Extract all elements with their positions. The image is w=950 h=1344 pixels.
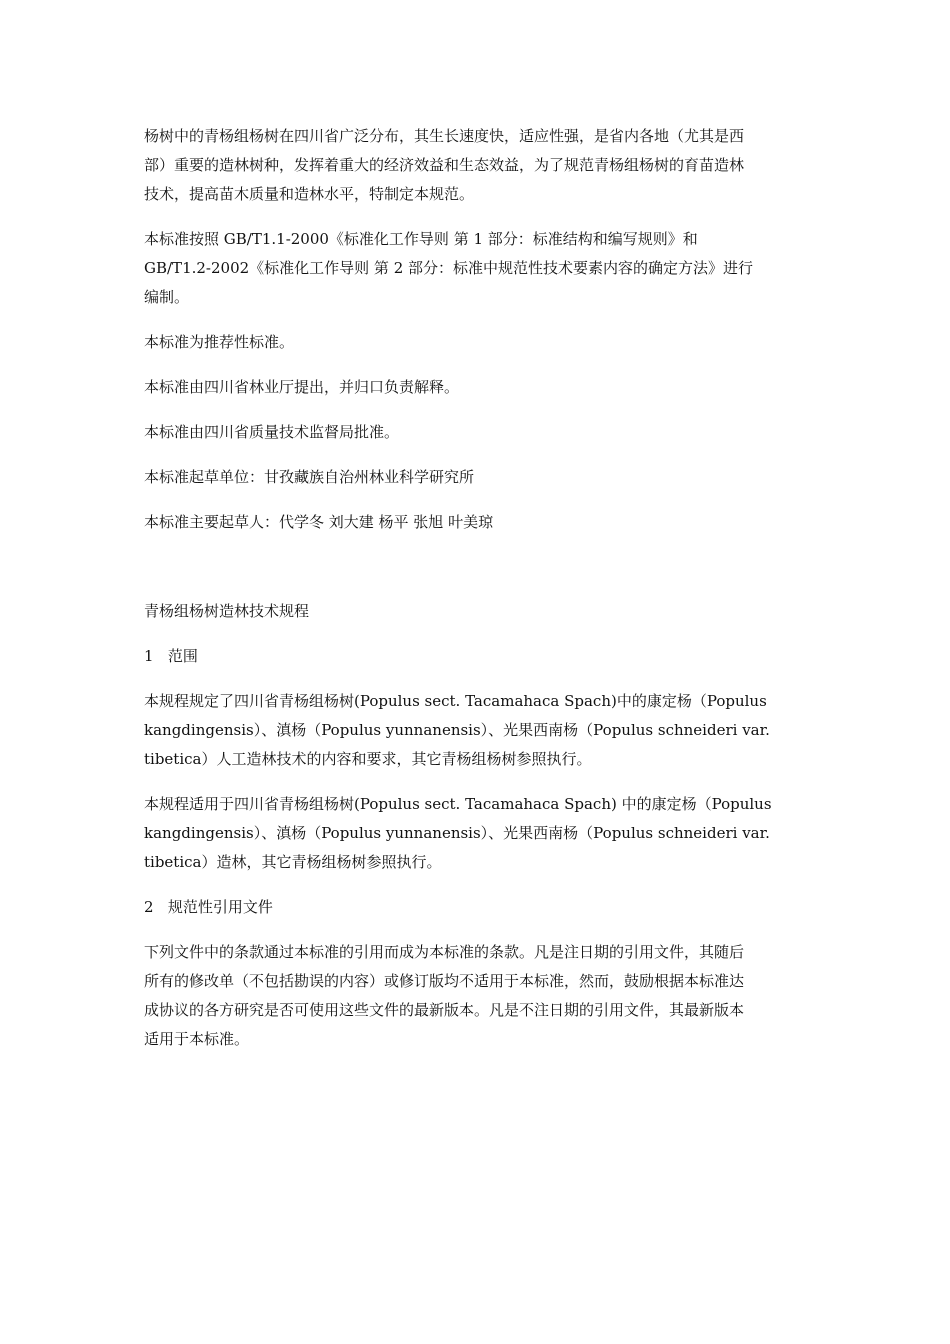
text-line: 部）重要的造林树种，发挥着重大的经济效益和生态效益，为了规范青杨组杨树的育苗造林: [144, 156, 745, 174]
normative-references-paragraph: [144, 938, 808, 1054]
text-line: 本标准按照 GB/T1.1-2000《标准化工作导则 第 1 部分：标准结构和编写规则》和: [144, 230, 698, 248]
text-line: 本规程适用于四川省青杨组杨树(Populus sect. Tacamahaca Spach) 中的康定杨（Populus: [144, 795, 772, 813]
text-line: kangdingensis）、滇杨（Populus yunnanensis）、光果西南杨（Populus schneideri var.: [144, 721, 770, 739]
foreword-recommended-standard: 本标准为推荐性标准。: [144, 333, 295, 351]
foreword-paragraph-drafting-rules: [144, 225, 808, 312]
text-line: 成协议的各方研究是否可使用这些文件的最新版本。凡是不注日期的引用文件，其最新版本: [144, 1001, 745, 1019]
scope-paragraph-content: [144, 687, 808, 774]
document-body: [144, 122, 808, 1070]
section-heading-scope: 1 范围: [144, 647, 198, 665]
text-line: 所有的修改单（不包括勘误的内容）或修订版均不适用于本标准，然而，鼓励根据本标准达: [144, 972, 745, 990]
spacer: [144, 553, 808, 597]
text-line: 编制。: [144, 288, 190, 306]
text-line: tibetica）造林，其它青杨组杨树参照执行。: [144, 853, 442, 871]
text-line: kangdingensis）、滇杨（Populus yunnanensis）、光果西南杨（Populus schneideri var.: [144, 824, 770, 842]
scope-paragraph-applicability: [144, 790, 808, 877]
foreword-drafting-unit: 本标准起草单位：甘孜藏族自治州林业科学研究所: [144, 468, 475, 486]
foreword-drafters: 本标准主要起草人：代学冬 刘大建 杨平 张旭 叶美琼: [144, 513, 494, 531]
text-line: 下列文件中的条款通过本标准的引用而成为本标准的条款。凡是注日期的引用文件，其随后: [144, 943, 745, 961]
text-line: 本规程规定了四川省青杨组杨树(Populus sect. Tacamahaca Spach)中的康定杨（Populus: [144, 692, 767, 710]
text-line: 技术，提高苗木质量和造林水平，特制定本规范。: [144, 185, 475, 203]
text-line: GB/T1.2-2002《标准化工作导则 第 2 部分：标准中规范性技术要素内容的确定方法》进行: [144, 259, 754, 277]
text-line: tibetica）人工造林技术的内容和要求，其它青杨组杨树参照执行。: [144, 750, 592, 768]
foreword-proposer: 本标准由四川省林业厅提出，并归口负责解释。: [144, 378, 460, 396]
text-line: 适用于本标准。: [144, 1030, 250, 1048]
foreword-paragraph-purpose: [144, 122, 808, 209]
section-heading-normative-references: 2 规范性引用文件: [144, 898, 273, 916]
foreword-approver: 本标准由四川省质量技术监督局批准。: [144, 423, 400, 441]
document-title: 青杨组杨树造林技术规程: [144, 602, 310, 620]
text-line: 杨树中的青杨组杨树在四川省广泛分布，其生长速度快，适应性强，是省内各地（尤其是西: [144, 127, 745, 145]
